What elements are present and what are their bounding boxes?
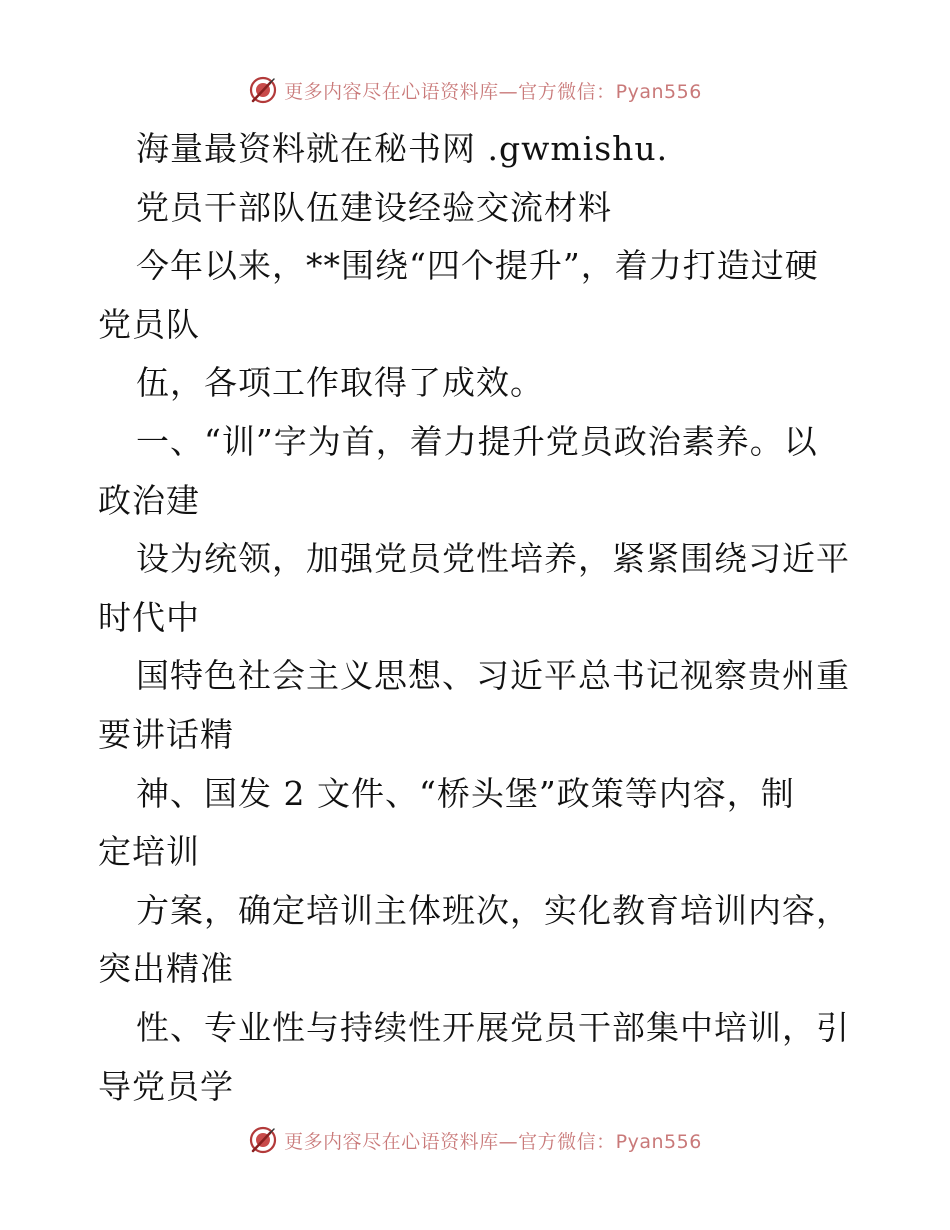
watermark-banner-top	[0, 70, 950, 110]
watermark-banner-bottom	[0, 1120, 950, 1160]
document-line: 设为统领，加强党员党性培养，紧紧围绕习近平	[136, 539, 850, 579]
document-line: 定培训	[98, 832, 200, 872]
document-line: 国特色社会主义思想、习近平总书记视察贵州重	[136, 656, 850, 696]
document-line: 时代中	[98, 597, 200, 637]
document-line: 党员队	[98, 304, 200, 344]
document-section-heading: 一、“训”字为首，着力提升党员政治素养。以	[136, 421, 818, 461]
document-line: 海量最资料就在秘书网 .gwmishu.	[136, 129, 669, 168]
document-line: 性、专业性与持续性开展党员干部集中培训，引	[136, 1007, 850, 1047]
document-line: 方案，确定培训主体班次，实化教育培训内容，	[136, 890, 850, 930]
document-title: 党员干部队伍建设经验交流材料	[136, 187, 612, 227]
pen-seal-logo-icon	[248, 75, 278, 105]
document-line: 政治建	[98, 480, 200, 520]
pen-seal-logo-icon	[248, 1125, 278, 1155]
document-line: 要讲话精	[98, 714, 234, 754]
document-line: 神、国发 2 文件、“桥头堡”政策等内容，制	[136, 773, 795, 813]
document-line: 今年以来，**围绕“四个提升”，着力打造过硬	[136, 246, 819, 286]
watermark-text: 更多内容尽在心语资料库—官方微信：Pyan556	[284, 1130, 702, 1153]
document-body	[98, 120, 858, 1116]
document-line: 导党员学	[98, 1066, 234, 1106]
document-line: 突出精准	[98, 949, 234, 989]
document-line: 伍，各项工作取得了成效。	[136, 363, 544, 403]
watermark-text: 更多内容尽在心语资料库—官方微信：Pyan556	[284, 80, 702, 103]
